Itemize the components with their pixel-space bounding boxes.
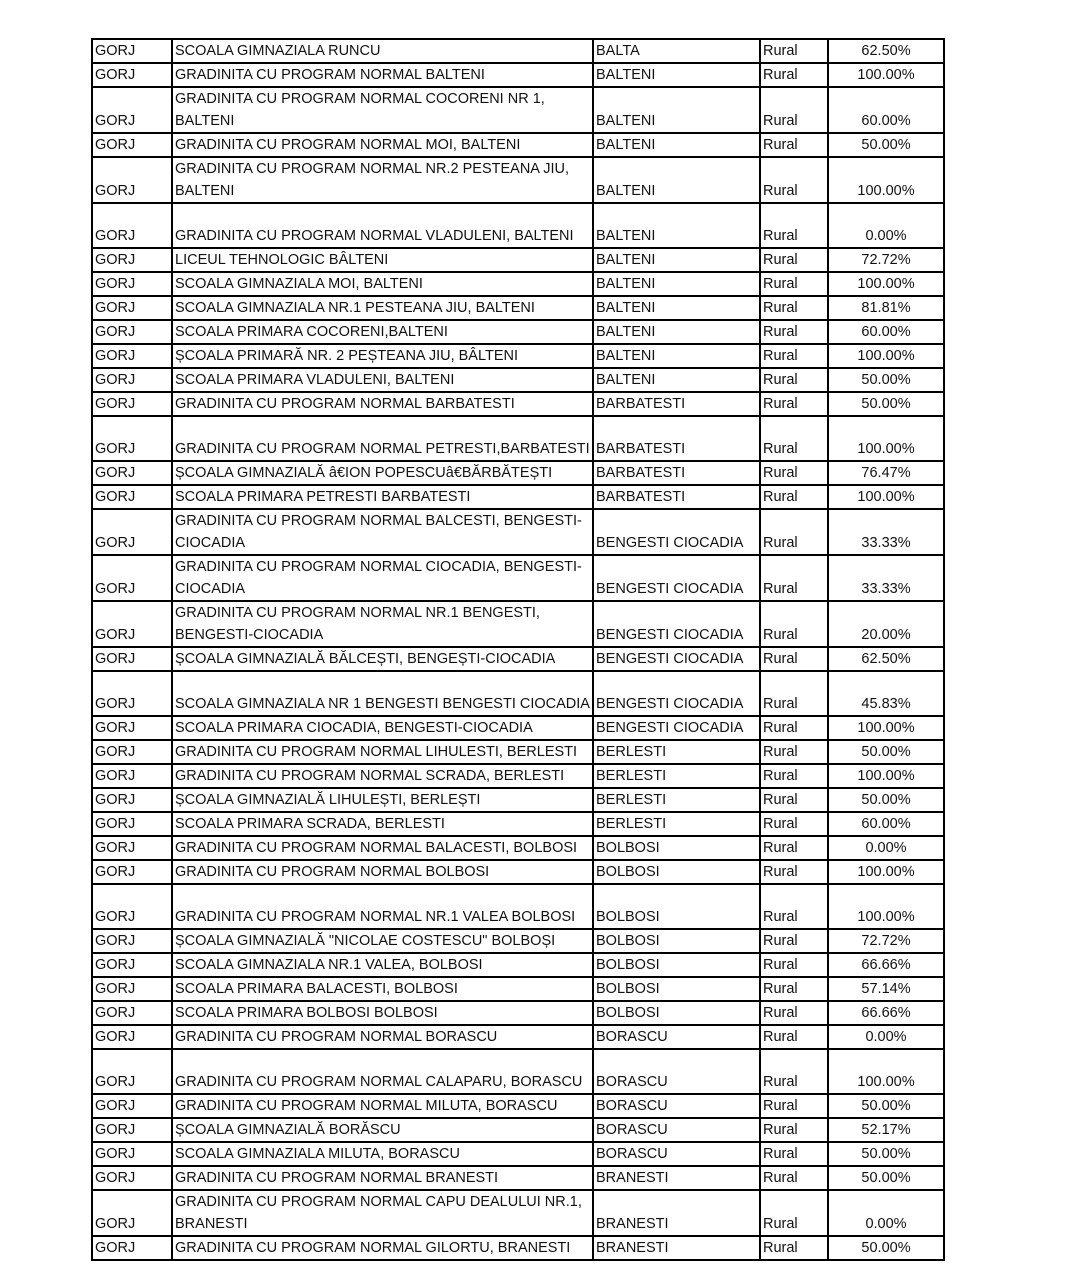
table-row bbox=[92, 1236, 944, 1260]
environment-cell: Rural bbox=[760, 248, 828, 272]
county-cell: GORJ bbox=[92, 764, 172, 788]
school-name-cell: GRADINITA CU PROGRAM NORMAL MILUTA, BORASCU bbox=[172, 1094, 593, 1118]
county-cell: GORJ bbox=[92, 248, 172, 272]
county-cell: GORJ bbox=[92, 788, 172, 812]
locality-cell: BOLBOSI bbox=[593, 836, 760, 860]
environment-cell: Rural bbox=[760, 203, 828, 248]
locality-cell: BALTENI bbox=[593, 272, 760, 296]
locality-cell: BALTA bbox=[593, 39, 760, 63]
percent-cell: 33.33% bbox=[828, 509, 944, 555]
school-name-cell: GRADINITA CU PROGRAM NORMAL CIOCADIA, BENGESTI-CIOCADIA bbox=[172, 555, 593, 601]
percent-cell: 50.00% bbox=[828, 133, 944, 157]
environment-cell: Rural bbox=[760, 296, 828, 320]
percent-cell: 72.72% bbox=[828, 248, 944, 272]
locality-cell: BOLBOSI bbox=[593, 884, 760, 929]
environment-cell: Rural bbox=[760, 1166, 828, 1190]
percent-cell: 50.00% bbox=[828, 368, 944, 392]
school-name-cell: GRADINITA CU PROGRAM NORMAL BARBATESTI bbox=[172, 392, 593, 416]
school-name-cell: GRADINITA CU PROGRAM NORMAL NR.1 BENGESTI, BENGESTI-CIOCADIA bbox=[172, 601, 593, 647]
environment-cell: Rural bbox=[760, 87, 828, 133]
percent-cell: 100.00% bbox=[828, 860, 944, 884]
school-name-cell: GRADINITA CU PROGRAM NORMAL PETRESTI,BARBATESTI bbox=[172, 416, 593, 461]
county-cell: GORJ bbox=[92, 1166, 172, 1190]
school-name-cell: GRADINITA CU PROGRAM NORMAL VLADULENI, BALTENI bbox=[172, 203, 593, 248]
environment-cell: Rural bbox=[760, 39, 828, 63]
county-cell: GORJ bbox=[92, 133, 172, 157]
percent-cell: 100.00% bbox=[828, 485, 944, 509]
school-name-cell: GRADINITA CU PROGRAM NORMAL LIHULESTI, BERLESTI bbox=[172, 740, 593, 764]
school-name-cell: GRADINITA CU PROGRAM NORMAL NR.2 PESTEANA JIU, BALTENI bbox=[172, 157, 593, 203]
county-cell: GORJ bbox=[92, 1190, 172, 1236]
county-cell: GORJ bbox=[92, 716, 172, 740]
percent-cell: 0.00% bbox=[828, 836, 944, 860]
table-row bbox=[92, 485, 944, 509]
table-row bbox=[92, 788, 944, 812]
school-name-cell: GRADINITA CU PROGRAM NORMAL CAPU DEALULUI NR.1, BRANESTI bbox=[172, 1190, 593, 1236]
school-name-cell: SCOALA GIMNAZIALA MOI, BALTENI bbox=[172, 272, 593, 296]
locality-cell: BORASCU bbox=[593, 1094, 760, 1118]
environment-cell: Rural bbox=[760, 740, 828, 764]
table-row bbox=[92, 671, 944, 716]
percent-cell: 50.00% bbox=[828, 740, 944, 764]
environment-cell: Rural bbox=[760, 368, 828, 392]
county-cell: GORJ bbox=[92, 87, 172, 133]
school-name-cell: GRADINITA CU PROGRAM NORMAL SCRADA, BERLESTI bbox=[172, 764, 593, 788]
county-cell: GORJ bbox=[92, 836, 172, 860]
percent-cell: 20.00% bbox=[828, 601, 944, 647]
schools-table-body bbox=[92, 39, 944, 1260]
environment-cell: Rural bbox=[760, 392, 828, 416]
locality-cell: BALTENI bbox=[593, 296, 760, 320]
locality-cell: BRANESTI bbox=[593, 1190, 760, 1236]
county-cell: GORJ bbox=[92, 671, 172, 716]
table-row bbox=[92, 344, 944, 368]
percent-cell: 100.00% bbox=[828, 764, 944, 788]
environment-cell: Rural bbox=[760, 133, 828, 157]
locality-cell: BENGESTI CIOCADIA bbox=[593, 716, 760, 740]
county-cell: GORJ bbox=[92, 157, 172, 203]
locality-cell: BORASCU bbox=[593, 1142, 760, 1166]
school-name-cell: SCOALA PRIMARA VLADULENI, BALTENI bbox=[172, 368, 593, 392]
school-name-cell: GRADINITA CU PROGRAM NORMAL MOI, BALTENI bbox=[172, 133, 593, 157]
school-name-cell: GRADINITA CU PROGRAM NORMAL COCORENI NR 1, BALTENI bbox=[172, 87, 593, 133]
table-row bbox=[92, 87, 944, 133]
environment-cell: Rural bbox=[760, 416, 828, 461]
percent-cell: 50.00% bbox=[828, 392, 944, 416]
table-row bbox=[92, 392, 944, 416]
school-name-cell: GRADINITA CU PROGRAM NORMAL CALAPARU, BORASCU bbox=[172, 1049, 593, 1094]
county-cell: GORJ bbox=[92, 1142, 172, 1166]
county-cell: GORJ bbox=[92, 1236, 172, 1260]
county-cell: GORJ bbox=[92, 953, 172, 977]
table-row bbox=[92, 63, 944, 87]
percent-cell: 100.00% bbox=[828, 716, 944, 740]
locality-cell: BARBATESTI bbox=[593, 461, 760, 485]
percent-cell: 60.00% bbox=[828, 87, 944, 133]
locality-cell: BALTENI bbox=[593, 203, 760, 248]
percent-cell: 52.17% bbox=[828, 1118, 944, 1142]
percent-cell: 33.33% bbox=[828, 555, 944, 601]
table-row bbox=[92, 368, 944, 392]
county-cell: GORJ bbox=[92, 1118, 172, 1142]
locality-cell: BARBATESTI bbox=[593, 485, 760, 509]
environment-cell: Rural bbox=[760, 812, 828, 836]
school-name-cell: SCOALA GIMNAZIALA MILUTA, BORASCU bbox=[172, 1142, 593, 1166]
environment-cell: Rural bbox=[760, 1049, 828, 1094]
table-row bbox=[92, 601, 944, 647]
table-row bbox=[92, 1166, 944, 1190]
school-name-cell: SCOALA PRIMARA BALACESTI, BOLBOSI bbox=[172, 977, 593, 1001]
school-name-cell: ȘCOALA GIMNAZIALĂ â€ION POPESCUâ€BĂRBĂTEȘTI bbox=[172, 461, 593, 485]
county-cell: GORJ bbox=[92, 860, 172, 884]
table-row bbox=[92, 1025, 944, 1049]
percent-cell: 66.66% bbox=[828, 1001, 944, 1025]
environment-cell: Rural bbox=[760, 929, 828, 953]
school-name-cell: GRADINITA CU PROGRAM NORMAL BALACESTI, BOLBOSI bbox=[172, 836, 593, 860]
environment-cell: Rural bbox=[760, 884, 828, 929]
school-name-cell: GRADINITA CU PROGRAM NORMAL BORASCU bbox=[172, 1025, 593, 1049]
environment-cell: Rural bbox=[760, 764, 828, 788]
environment-cell: Rural bbox=[760, 1118, 828, 1142]
locality-cell: BALTENI bbox=[593, 63, 760, 87]
table-row bbox=[92, 296, 944, 320]
locality-cell: BALTENI bbox=[593, 87, 760, 133]
environment-cell: Rural bbox=[760, 555, 828, 601]
county-cell: GORJ bbox=[92, 884, 172, 929]
locality-cell: BENGESTI CIOCADIA bbox=[593, 509, 760, 555]
table-row bbox=[92, 812, 944, 836]
county-cell: GORJ bbox=[92, 320, 172, 344]
school-name-cell: SCOALA PRIMARA CIOCADIA, BENGESTI-CIOCADIA bbox=[172, 716, 593, 740]
environment-cell: Rural bbox=[760, 1142, 828, 1166]
school-name-cell: SCOALA GIMNAZIALA NR.1 VALEA, BOLBOSI bbox=[172, 953, 593, 977]
percent-cell: 45.83% bbox=[828, 671, 944, 716]
percent-cell: 50.00% bbox=[828, 1142, 944, 1166]
county-cell: GORJ bbox=[92, 368, 172, 392]
locality-cell: BALTENI bbox=[593, 368, 760, 392]
table-row bbox=[92, 929, 944, 953]
environment-cell: Rural bbox=[760, 320, 828, 344]
county-cell: GORJ bbox=[92, 647, 172, 671]
table-row bbox=[92, 555, 944, 601]
locality-cell: BRANESTI bbox=[593, 1236, 760, 1260]
environment-cell: Rural bbox=[760, 601, 828, 647]
percent-cell: 100.00% bbox=[828, 63, 944, 87]
table-row bbox=[92, 461, 944, 485]
percent-cell: 60.00% bbox=[828, 812, 944, 836]
environment-cell: Rural bbox=[760, 671, 828, 716]
county-cell: GORJ bbox=[92, 344, 172, 368]
locality-cell: BOLBOSI bbox=[593, 929, 760, 953]
locality-cell: BOLBOSI bbox=[593, 953, 760, 977]
environment-cell: Rural bbox=[760, 63, 828, 87]
locality-cell: BERLESTI bbox=[593, 788, 760, 812]
locality-cell: BORASCU bbox=[593, 1118, 760, 1142]
county-cell: GORJ bbox=[92, 461, 172, 485]
table-row bbox=[92, 860, 944, 884]
schools-table bbox=[91, 38, 945, 1261]
environment-cell: Rural bbox=[760, 860, 828, 884]
locality-cell: BALTENI bbox=[593, 320, 760, 344]
percent-cell: 76.47% bbox=[828, 461, 944, 485]
percent-cell: 0.00% bbox=[828, 203, 944, 248]
locality-cell: BOLBOSI bbox=[593, 1001, 760, 1025]
environment-cell: Rural bbox=[760, 157, 828, 203]
county-cell: GORJ bbox=[92, 812, 172, 836]
locality-cell: BENGESTI CIOCADIA bbox=[593, 555, 760, 601]
percent-cell: 60.00% bbox=[828, 320, 944, 344]
school-name-cell: SCOALA GIMNAZIALA NR.1 PESTEANA JIU, BALTENI bbox=[172, 296, 593, 320]
county-cell: GORJ bbox=[92, 63, 172, 87]
table-row bbox=[92, 416, 944, 461]
environment-cell: Rural bbox=[760, 953, 828, 977]
county-cell: GORJ bbox=[92, 509, 172, 555]
locality-cell: BENGESTI CIOCADIA bbox=[593, 671, 760, 716]
locality-cell: BALTENI bbox=[593, 157, 760, 203]
environment-cell: Rural bbox=[760, 788, 828, 812]
county-cell: GORJ bbox=[92, 392, 172, 416]
school-name-cell: GRADINITA CU PROGRAM NORMAL BOLBOSI bbox=[172, 860, 593, 884]
percent-cell: 66.66% bbox=[828, 953, 944, 977]
school-name-cell: GRADINITA CU PROGRAM NORMAL GILORTU, BRANESTI bbox=[172, 1236, 593, 1260]
locality-cell: BOLBOSI bbox=[593, 860, 760, 884]
percent-cell: 100.00% bbox=[828, 157, 944, 203]
percent-cell: 81.81% bbox=[828, 296, 944, 320]
county-cell: GORJ bbox=[92, 1025, 172, 1049]
environment-cell: Rural bbox=[760, 344, 828, 368]
county-cell: GORJ bbox=[92, 1001, 172, 1025]
school-name-cell: ȘCOALA PRIMARĂ NR. 2 PEȘTEANA JIU, BÂLTENI bbox=[172, 344, 593, 368]
environment-cell: Rural bbox=[760, 716, 828, 740]
table-row bbox=[92, 203, 944, 248]
table-row bbox=[92, 509, 944, 555]
environment-cell: Rural bbox=[760, 1236, 828, 1260]
percent-cell: 100.00% bbox=[828, 272, 944, 296]
county-cell: GORJ bbox=[92, 740, 172, 764]
environment-cell: Rural bbox=[760, 1025, 828, 1049]
environment-cell: Rural bbox=[760, 485, 828, 509]
table-row bbox=[92, 272, 944, 296]
locality-cell: BARBATESTI bbox=[593, 416, 760, 461]
table-row bbox=[92, 1001, 944, 1025]
school-name-cell: ȘCOALA GIMNAZIALĂ BĂLCEȘTI, BENGEȘTI-CIOCADIA bbox=[172, 647, 593, 671]
table-row bbox=[92, 133, 944, 157]
county-cell: GORJ bbox=[92, 416, 172, 461]
table-row bbox=[92, 320, 944, 344]
table-row bbox=[92, 836, 944, 860]
percent-cell: 50.00% bbox=[828, 788, 944, 812]
locality-cell: BALTENI bbox=[593, 344, 760, 368]
county-cell: GORJ bbox=[92, 1094, 172, 1118]
environment-cell: Rural bbox=[760, 977, 828, 1001]
locality-cell: BARBATESTI bbox=[593, 392, 760, 416]
percent-cell: 50.00% bbox=[828, 1094, 944, 1118]
locality-cell: BALTENI bbox=[593, 133, 760, 157]
school-name-cell: GRADINITA CU PROGRAM NORMAL BALCESTI, BENGESTI-CIOCADIA bbox=[172, 509, 593, 555]
environment-cell: Rural bbox=[760, 1001, 828, 1025]
locality-cell: BALTENI bbox=[593, 248, 760, 272]
table-row bbox=[92, 647, 944, 671]
percent-cell: 100.00% bbox=[828, 344, 944, 368]
school-name-cell: GRADINITA CU PROGRAM NORMAL NR.1 VALEA BOLBOSI bbox=[172, 884, 593, 929]
percent-cell: 100.00% bbox=[828, 1049, 944, 1094]
percent-cell: 0.00% bbox=[828, 1025, 944, 1049]
percent-cell: 0.00% bbox=[828, 1190, 944, 1236]
table-row bbox=[92, 884, 944, 929]
county-cell: GORJ bbox=[92, 296, 172, 320]
environment-cell: Rural bbox=[760, 836, 828, 860]
table-row bbox=[92, 157, 944, 203]
percent-cell: 100.00% bbox=[828, 884, 944, 929]
environment-cell: Rural bbox=[760, 509, 828, 555]
school-name-cell: SCOALA GIMNAZIALA NR 1 BENGESTI BENGESTI CIOCADIA bbox=[172, 671, 593, 716]
county-cell: GORJ bbox=[92, 203, 172, 248]
locality-cell: BORASCU bbox=[593, 1025, 760, 1049]
table-row bbox=[92, 740, 944, 764]
school-name-cell: GRADINITA CU PROGRAM NORMAL BRANESTI bbox=[172, 1166, 593, 1190]
table-row bbox=[92, 1142, 944, 1166]
locality-cell: BOLBOSI bbox=[593, 977, 760, 1001]
percent-cell: 57.14% bbox=[828, 977, 944, 1001]
table-row bbox=[92, 248, 944, 272]
percent-cell: 50.00% bbox=[828, 1236, 944, 1260]
environment-cell: Rural bbox=[760, 272, 828, 296]
table-row bbox=[92, 1118, 944, 1142]
table-row bbox=[92, 39, 944, 63]
percent-cell: 72.72% bbox=[828, 929, 944, 953]
table-row bbox=[92, 1094, 944, 1118]
school-name-cell: SCOALA PRIMARA SCRADA, BERLESTI bbox=[172, 812, 593, 836]
environment-cell: Rural bbox=[760, 461, 828, 485]
school-name-cell: SCOALA PRIMARA COCORENI,BALTENI bbox=[172, 320, 593, 344]
percent-cell: 62.50% bbox=[828, 39, 944, 63]
county-cell: GORJ bbox=[92, 601, 172, 647]
percent-cell: 100.00% bbox=[828, 416, 944, 461]
school-name-cell: ȘCOALA GIMNAZIALĂ BORĂSCU bbox=[172, 1118, 593, 1142]
environment-cell: Rural bbox=[760, 1094, 828, 1118]
school-name-cell: LICEUL TEHNOLOGIC BÂLTENI bbox=[172, 248, 593, 272]
school-name-cell: SCOALA GIMNAZIALA RUNCU bbox=[172, 39, 593, 63]
school-name-cell: SCOALA PRIMARA BOLBOSI BOLBOSI bbox=[172, 1001, 593, 1025]
locality-cell: BERLESTI bbox=[593, 764, 760, 788]
table-row bbox=[92, 977, 944, 1001]
locality-cell: BENGESTI CIOCADIA bbox=[593, 601, 760, 647]
county-cell: GORJ bbox=[92, 39, 172, 63]
locality-cell: BERLESTI bbox=[593, 812, 760, 836]
table-row bbox=[92, 1049, 944, 1094]
county-cell: GORJ bbox=[92, 272, 172, 296]
school-name-cell: SCOALA PRIMARA PETRESTI BARBATESTI bbox=[172, 485, 593, 509]
school-name-cell: GRADINITA CU PROGRAM NORMAL BALTENI bbox=[172, 63, 593, 87]
locality-cell: BERLESTI bbox=[593, 740, 760, 764]
locality-cell: BENGESTI CIOCADIA bbox=[593, 647, 760, 671]
table-row bbox=[92, 1190, 944, 1236]
county-cell: GORJ bbox=[92, 929, 172, 953]
school-name-cell: ȘCOALA GIMNAZIALĂ LIHULEȘTI, BERLEȘTI bbox=[172, 788, 593, 812]
locality-cell: BORASCU bbox=[593, 1049, 760, 1094]
percent-cell: 50.00% bbox=[828, 1166, 944, 1190]
county-cell: GORJ bbox=[92, 977, 172, 1001]
county-cell: GORJ bbox=[92, 1049, 172, 1094]
school-name-cell: ȘCOALA GIMNAZIALĂ "NICOLAE COSTESCU" BOLBOȘI bbox=[172, 929, 593, 953]
county-cell: GORJ bbox=[92, 485, 172, 509]
percent-cell: 62.50% bbox=[828, 647, 944, 671]
locality-cell: BRANESTI bbox=[593, 1166, 760, 1190]
table-row bbox=[92, 716, 944, 740]
county-cell: GORJ bbox=[92, 555, 172, 601]
table-row bbox=[92, 764, 944, 788]
environment-cell: Rural bbox=[760, 647, 828, 671]
table-row bbox=[92, 953, 944, 977]
environment-cell: Rural bbox=[760, 1190, 828, 1236]
